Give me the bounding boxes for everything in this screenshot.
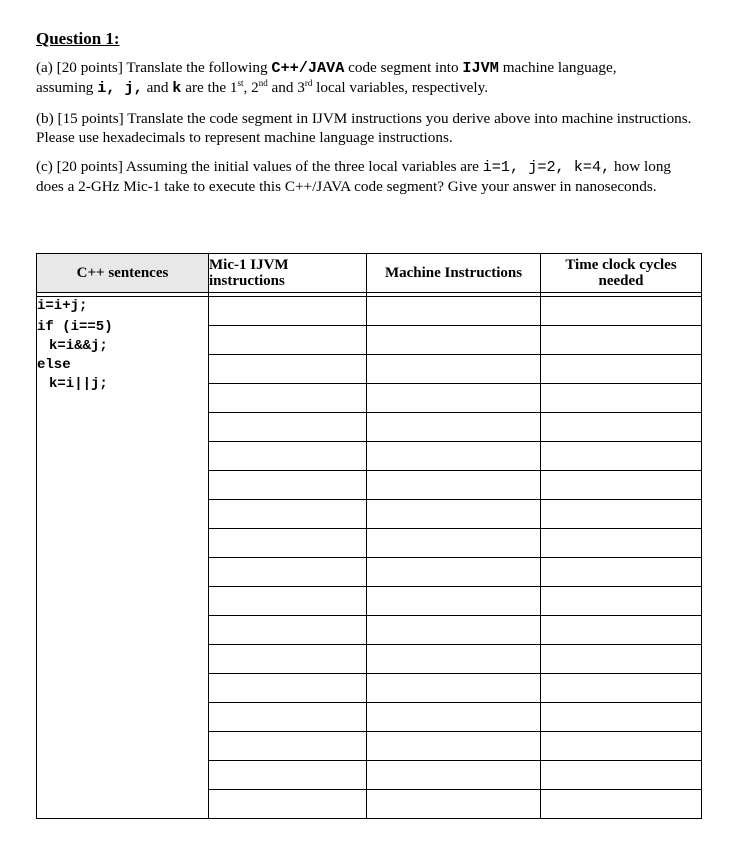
answer-cell[interactable]	[541, 558, 702, 587]
answer-cell[interactable]	[209, 645, 367, 674]
part-a-prefix: (a) [20 points] Translate the following	[36, 59, 272, 76]
answer-cell[interactable]	[209, 732, 367, 761]
answer-cell[interactable]	[541, 471, 702, 500]
answer-cell[interactable]	[367, 442, 541, 471]
part-a-and: and	[142, 79, 173, 96]
part-c-prefix: (c) [20 points] Assuming the initial values of the three local variables are	[36, 158, 483, 175]
part-a-suffix: local variables, respectively.	[312, 79, 489, 96]
answer-cell[interactable]	[209, 355, 367, 384]
answer-cell[interactable]	[541, 384, 702, 413]
answer-cell[interactable]	[541, 326, 702, 355]
answer-cell[interactable]	[209, 529, 367, 558]
answer-table	[36, 253, 702, 819]
part-a-ordinal-1: are the 1	[181, 79, 238, 96]
answer-cell[interactable]	[541, 703, 702, 732]
answer-cell[interactable]	[209, 674, 367, 703]
part-c-suffix: how long does a 2-GHz Mic-1 take to execute this C++/JAVA code segment? Give your answer in nanoseconds.	[36, 158, 671, 195]
answer-cell[interactable]	[367, 587, 541, 616]
answer-cell[interactable]	[367, 471, 541, 500]
part-c-values: i=1, j=2, k=4,	[482, 158, 611, 176]
answer-cell[interactable]	[367, 413, 541, 442]
answer-cell[interactable]	[209, 413, 367, 442]
table-header-row	[37, 254, 702, 293]
answer-cell[interactable]	[541, 674, 702, 703]
answer-cell[interactable]	[209, 558, 367, 587]
code-line-4: k=i&&j;	[49, 338, 108, 354]
code-line-5: else	[37, 357, 71, 373]
part-a-text	[36, 58, 700, 98]
answer-cell[interactable]	[367, 384, 541, 413]
answer-cell[interactable]	[541, 500, 702, 529]
answer-cell[interactable]	[367, 674, 541, 703]
answer-cell[interactable]	[367, 558, 541, 587]
part-a-target: IJVM	[462, 59, 499, 77]
answer-cell[interactable]	[541, 355, 702, 384]
answer-cell[interactable]	[541, 616, 702, 645]
answer-cell[interactable]	[367, 761, 541, 790]
answer-cell[interactable]	[541, 413, 702, 442]
answer-cell[interactable]	[367, 732, 541, 761]
sup-st: st	[237, 77, 244, 88]
answer-cell[interactable]	[367, 703, 541, 732]
answer-cell[interactable]	[209, 384, 367, 413]
cpp-code-cell	[37, 297, 209, 819]
answer-cell[interactable]	[367, 529, 541, 558]
answer-cell[interactable]	[209, 500, 367, 529]
sup-rd: rd	[304, 77, 313, 88]
answer-cell[interactable]	[209, 326, 367, 355]
part-a-after-target: machine language,	[498, 59, 617, 76]
table-row	[37, 297, 702, 326]
answer-cell[interactable]	[209, 790, 367, 819]
answer-cell[interactable]	[367, 326, 541, 355]
sup-nd: nd	[258, 77, 268, 88]
answer-cell[interactable]	[209, 703, 367, 732]
answer-cell[interactable]	[541, 529, 702, 558]
answer-cell[interactable]	[541, 732, 702, 761]
part-b-text: (b) [15 points] Translate the code segment in IJVM instructions you derive above into machine instructions. Please use hexadecimals to represent machine language instructions.	[36, 110, 692, 146]
part-a-vars: i, j,	[97, 79, 143, 97]
part-a-mid: code segment into	[344, 59, 463, 76]
answer-cell[interactable]	[367, 355, 541, 384]
answer-cell[interactable]	[209, 761, 367, 790]
answer-cell[interactable]	[209, 471, 367, 500]
answer-cell[interactable]	[541, 297, 702, 326]
header-clock-cycles: Time clock cycles needed	[541, 254, 702, 293]
answer-cell[interactable]	[367, 297, 541, 326]
header-cpp-sentences: C++ sentences	[37, 254, 209, 293]
part-c-text	[36, 157, 700, 196]
part-a-ordinal-3: and 3	[267, 79, 305, 96]
code-line-6: k=i||j;	[49, 376, 108, 392]
answer-cell[interactable]	[367, 616, 541, 645]
code-line-1: i=i+j;	[37, 298, 88, 314]
answer-cell[interactable]	[367, 645, 541, 674]
answer-cell[interactable]	[541, 645, 702, 674]
answer-cell[interactable]	[209, 616, 367, 645]
header-ijvm-instructions: Mic-1 IJVM instructions	[209, 254, 367, 293]
answer-cell[interactable]	[367, 790, 541, 819]
answer-cell[interactable]	[209, 297, 367, 326]
answer-cell[interactable]	[541, 761, 702, 790]
answer-cell[interactable]	[541, 587, 702, 616]
code-line-3: if (i==5)	[37, 319, 113, 335]
answer-cell[interactable]	[367, 500, 541, 529]
part-a-lang: C++/JAVA	[271, 59, 345, 77]
answer-cell[interactable]	[209, 442, 367, 471]
part-a-ordinal-2: , 2	[243, 79, 259, 96]
answer-cell[interactable]	[541, 790, 702, 819]
answer-cell[interactable]	[209, 587, 367, 616]
part-a-assuming: assuming	[36, 79, 98, 96]
part-a-var-k: k	[172, 79, 182, 97]
header-machine-instructions: Machine Instructions	[367, 254, 541, 293]
question-title: Question 1:	[36, 29, 120, 48]
answer-cell[interactable]	[541, 442, 702, 471]
